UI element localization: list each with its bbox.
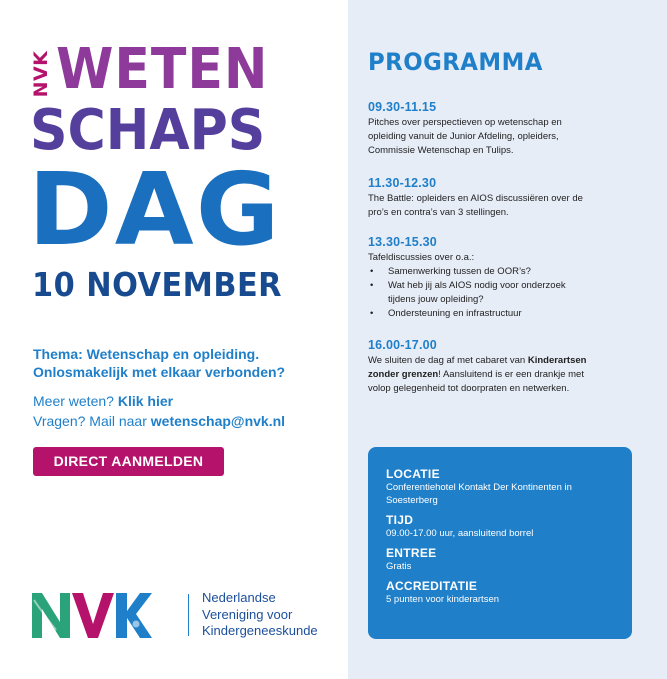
session-1 bbox=[368, 100, 593, 158]
session-2 bbox=[368, 176, 593, 220]
locatie-label: LOCATIE bbox=[386, 467, 440, 481]
meer-weten-prefix: Meer weten? bbox=[33, 393, 118, 409]
session-time: 09.30-11.15 bbox=[368, 100, 437, 114]
title-dag: DAG bbox=[28, 151, 282, 268]
logo-line-2: Vereniging voor bbox=[202, 606, 293, 622]
bullet-item: • Samenwerking tussen de OOR’s? bbox=[368, 265, 593, 279]
right-panel bbox=[348, 0, 667, 679]
session-time: 13.30-15.30 bbox=[368, 235, 437, 249]
entree-label: ENTREE bbox=[386, 546, 437, 560]
programma-title: PROGRAMMA bbox=[368, 48, 543, 76]
logo-divider bbox=[188, 594, 189, 636]
session-3 bbox=[368, 235, 593, 321]
accreditatie-value: 5 punten voor kinderartsen bbox=[386, 594, 500, 605]
event-date: 10 NOVEMBER bbox=[32, 265, 282, 304]
session-desc: Pitches over perspectieven op wetenschap en opleiding vanuit de Junior Afdeling, opleiders, Commissie Wetenschap en Tulips. bbox=[368, 117, 562, 156]
session-bullets bbox=[368, 265, 593, 321]
meer-weten-line bbox=[33, 393, 173, 409]
vragen-prefix: Vragen? Mail naar bbox=[33, 413, 151, 429]
session-time: 16.00-17.00 bbox=[368, 338, 437, 352]
email-link[interactable]: wetenschap@nvk.nl bbox=[150, 413, 286, 429]
klik-hier-link[interactable]: Klik hier bbox=[117, 393, 174, 409]
nvk-vertical-label: NVK bbox=[30, 50, 52, 98]
nvk-logo-mark bbox=[32, 590, 152, 640]
accreditatie-label: ACCREDITATIE bbox=[386, 579, 478, 593]
title-weten: WETEN bbox=[56, 37, 269, 102]
entree-value: Gratis bbox=[386, 561, 412, 572]
theme-text: Thema: Wetenschap en opleiding. Onlosmakelijk met elkaar verbonden? bbox=[33, 346, 286, 380]
event-info-box bbox=[368, 447, 632, 639]
logo-line-3: Kindergeneeskunde bbox=[202, 623, 318, 638]
logo-text bbox=[202, 590, 318, 640]
vragen-line bbox=[33, 413, 285, 429]
title-schaps: SCHAPS bbox=[30, 98, 266, 163]
session-desc: We sluiten de dag af met cabaret van Kinderartsen zonder grenzen! Aansluitend is er een drankje met volop gelegenheid tot doorpraten en netwerken. bbox=[368, 355, 587, 394]
session-4 bbox=[368, 338, 593, 396]
bullet-item: • Wat heb jij als AIOS nodig voor onderzoek tijdens jouw opleiding? bbox=[368, 279, 593, 307]
session-time: 11.30-12.30 bbox=[368, 176, 437, 190]
bullet-item: • Ondersteuning en infrastructuur bbox=[368, 307, 593, 321]
session-desc: The Battle: opleiders en AIOS discussiëren over de pro’s en contra’s van 3 stellingen. bbox=[368, 193, 583, 218]
nvk-logo bbox=[32, 590, 332, 642]
direct-aanmelden-button[interactable]: DIRECT AANMELDEN bbox=[33, 447, 224, 476]
session-desc: Tafeldiscussies over o.a.: bbox=[368, 252, 475, 263]
tijd-label: TIJD bbox=[386, 513, 414, 527]
tijd-value: 09.00-17.00 uur, aansluitend borrel bbox=[386, 528, 534, 539]
locatie-value: Conferentiehotel Kontakt Der Kontinenten in Soesterberg bbox=[386, 482, 572, 506]
logo-line-1: Nederlandse bbox=[202, 590, 276, 605]
